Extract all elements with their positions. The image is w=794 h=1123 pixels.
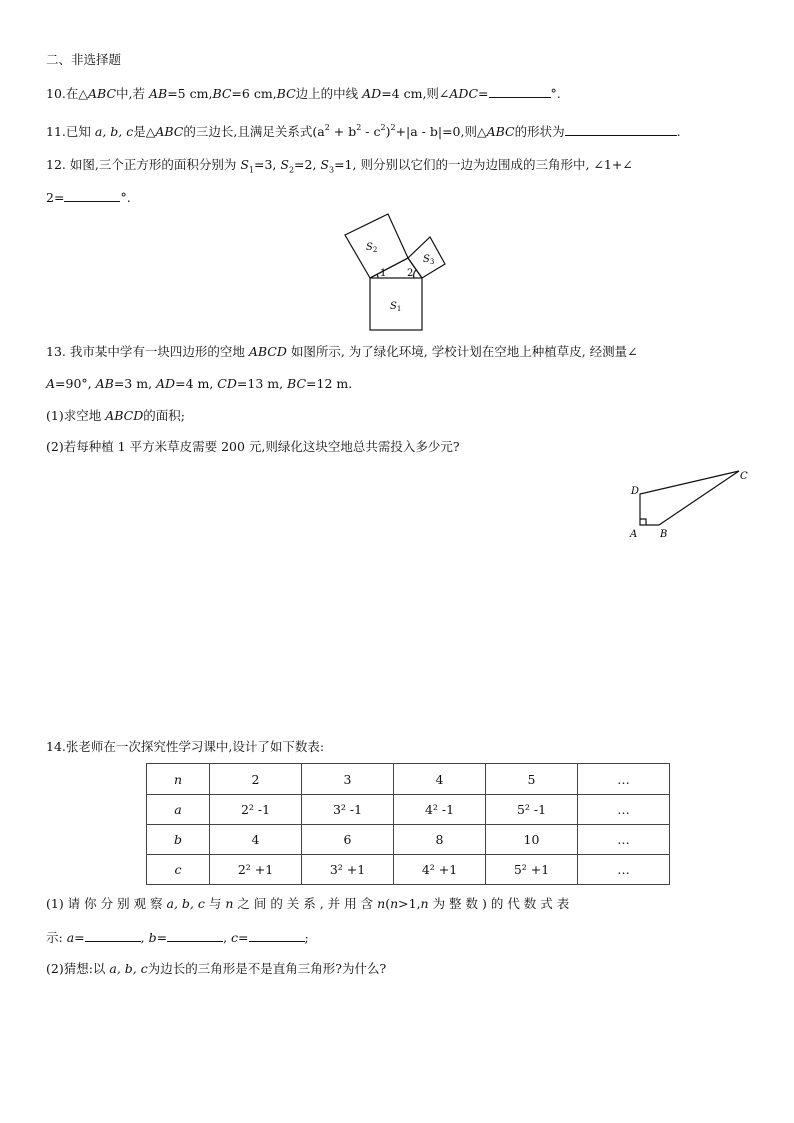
question-12-line2: 2= °. <box>46 190 131 205</box>
answer-blank[interactable] <box>64 189 120 202</box>
squares-figure <box>330 214 470 334</box>
table-row: c 2² +1 3² +1 4² +1 5² +1 … <box>147 855 670 885</box>
angle-1-arc <box>377 274 378 278</box>
vertex-d-label: D <box>631 486 640 497</box>
s3-label: $S_3$ <box>423 254 435 266</box>
question-14-part1-line2: 示: a= , b= , c= ; <box>46 930 309 945</box>
answer-blank-b[interactable] <box>167 929 223 942</box>
question-14-intro: 14.张老师在一次探究性学习课中,设计了如下数表: <box>46 739 325 754</box>
question-13-line2: A=90°, AB=3 m, AD=4 m, CD=13 m, BC=12 m. <box>46 376 353 391</box>
vertex-a-label: A <box>630 529 638 540</box>
right-angle-mark <box>640 519 646 525</box>
question-14-part1: (1) 请 你 分 别 观 察 a, b, c 与 n 之 间 的 关 系 , 并 用 含 n(n>1,n 为 整 数 ) 的 代 数 式 表 <box>46 896 570 911</box>
s2-label: $S_2$ <box>366 242 378 254</box>
question-13-part2: (2)若每种植 1 平方米草皮需要 200 元,则绿化这块空地总共需投入多少元? <box>46 439 460 454</box>
answer-blank-a[interactable] <box>85 929 141 942</box>
quadrilateral-figure <box>626 462 756 542</box>
angle-2-arc <box>414 270 416 278</box>
angle-2-label: 2 <box>407 268 414 279</box>
section-title: 二、非选择题 <box>46 52 122 67</box>
question-12-line1: 12. 如图,三个正方形的面积分别为 $S_1=3$, $S_2=2$, $S_3=1$, 则分别以它们的一边为边围成的三角形中, ∠1+∠ <box>46 157 633 175</box>
q10-number: 10. <box>46 86 66 101</box>
s1-label: $S_1$ <box>390 301 402 313</box>
vertex-c-label: C <box>740 471 748 482</box>
question-13-line1: 13. 我市某中学有一块四边形的空地 ABCD 如图所示, 为了绿化环境, 学校计划在空地上种植草皮, 经测量∠ <box>46 344 638 359</box>
table-row: a 2² -1 3² -1 4² -1 5² -1 … <box>147 795 670 825</box>
table-row: n 2 3 4 5 … <box>147 764 670 795</box>
angle-1-label: 1 <box>380 268 387 279</box>
number-table <box>146 763 670 885</box>
question-13-part1: (1)求空地 ABCD的面积; <box>46 408 185 423</box>
answer-blank[interactable] <box>565 123 677 136</box>
answer-blank[interactable] <box>489 85 551 98</box>
question-14-part2: (2)猜想:以 a, b, c为边长的三角形是不是直角三角形?为什么? <box>46 961 387 976</box>
q11-number: 11. <box>46 124 66 139</box>
vertex-b-label: B <box>660 529 668 540</box>
question-11: 11.已知 a, b, c是△ABC的三边长,且满足关系式$(a^2 + b^2 - c^2)^2+|a - b|=0$,则△ABC的形状为 . <box>46 123 681 139</box>
quadrilateral-shape <box>640 471 739 525</box>
answer-blank-c[interactable] <box>249 929 305 942</box>
table-row: b 4 6 8 10 … <box>147 825 670 855</box>
question-10: 10.在△ABC中,若 AB=5 cm,BC=6 cm,BC边上的中线 AD=4 cm,则∠ADC= °. <box>46 86 561 101</box>
